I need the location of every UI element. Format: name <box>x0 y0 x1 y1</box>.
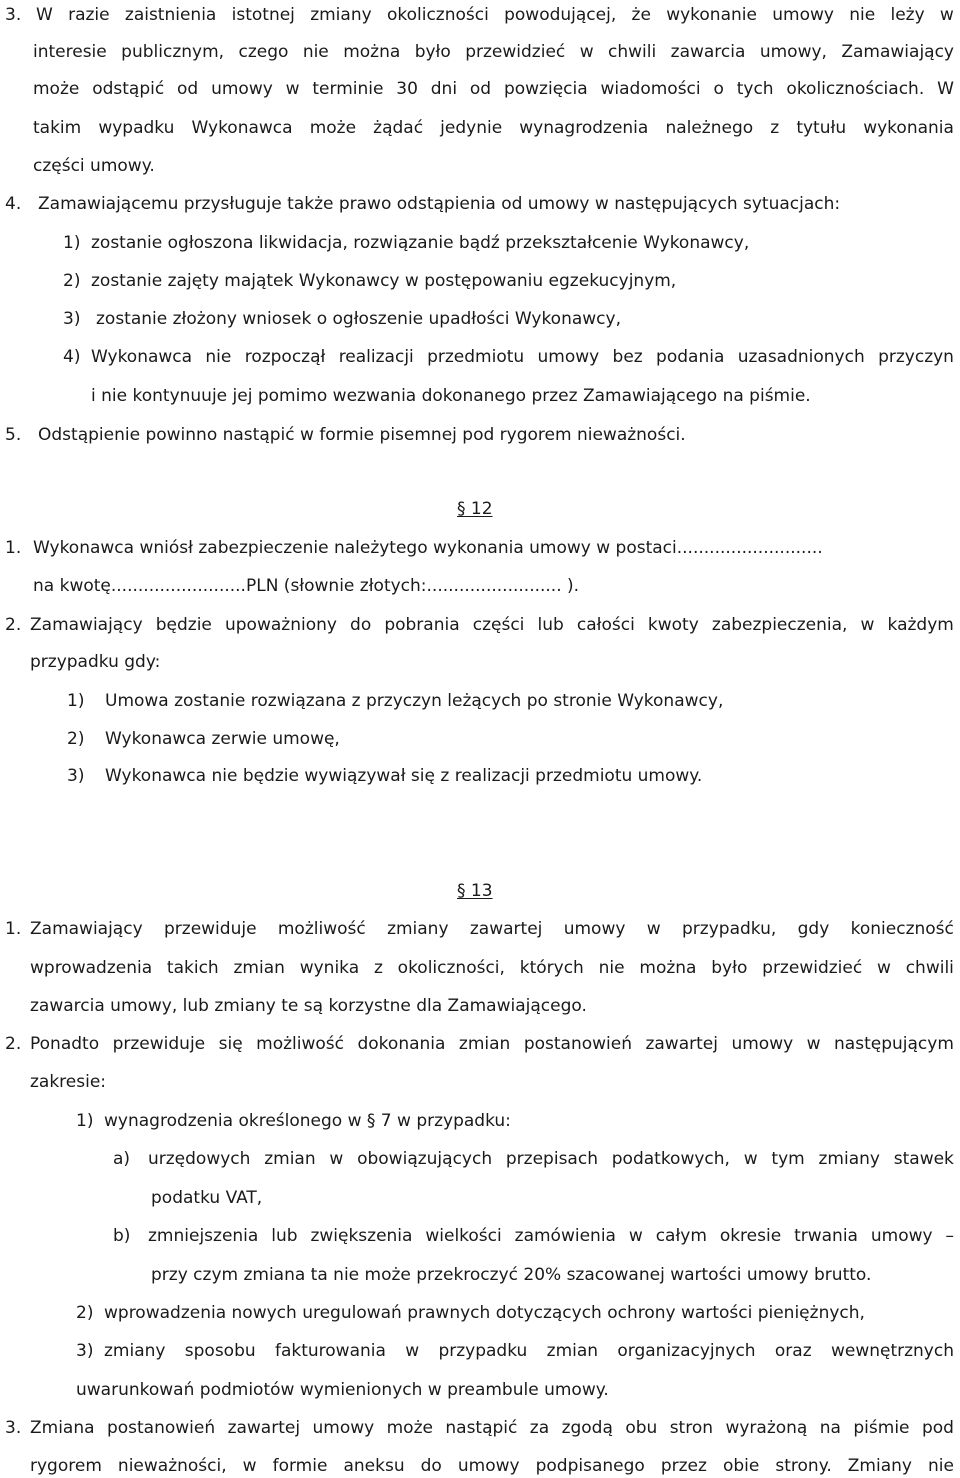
list-item: Wykonawca nie będzie wywiązywał się z realizacji przedmiotu umowy. <box>105 766 703 786</box>
list-item-number: 3) <box>76 1341 94 1361</box>
sub-item-number: a) <box>113 1149 131 1169</box>
paragraph-number: 1. <box>5 919 22 939</box>
list-item-number: 2) <box>63 271 81 291</box>
list-item-number: 3) <box>63 309 81 329</box>
paragraph-line: Zamawiający będzie upoważniony do pobrania części lub całości kwoty zabezpieczenia, w każdym <box>30 615 954 635</box>
paragraph-number: 3. <box>5 1418 22 1438</box>
section-heading: § 13 <box>457 881 493 901</box>
list-item-number: 1) <box>76 1111 94 1131</box>
list-item: wprowadzenia nowych uregulowań prawnych dotyczących ochrony wartości pieniężnych, <box>104 1303 865 1323</box>
paragraph-line: Ponadto przewiduje się możliwość dokonania zmian postanowień zawartej umowy w następującym <box>30 1034 954 1054</box>
paragraph-number: 1. <box>5 538 22 558</box>
paragraph-line: Zamawiającemu przysługuje także prawo odstąpienia od umowy w następujących sytuacjach: <box>38 194 841 214</box>
paragraph-line: może odstąpić od umowy w terminie 30 dni od powzięcia wiadomości o tych okolicznościach. W <box>33 79 954 99</box>
paragraph-line: Zmiana postanowień zawartej umowy może nastąpić za zgodą obu stron wyrażoną na piśmie pod <box>30 1418 954 1438</box>
paragraph-line: części umowy. <box>33 156 155 176</box>
paragraph-line: W razie zaistnienia istotnej zmiany okoliczności powodującej, że wykonanie umowy nie leży w <box>36 5 954 25</box>
list-item-continuation: uwarunkowań podmiotów wymienionych w preambule umowy. <box>76 1380 609 1400</box>
paragraph-line: zawarcia umowy, lub zmiany te są korzystne dla Zamawiającego. <box>30 996 587 1016</box>
paragraph-number: 4. <box>5 194 22 214</box>
list-item: Umowa zostanie rozwiązana z przyczyn leżących po stronie Wykonawcy, <box>105 691 724 711</box>
list-item-number: 1) <box>67 691 85 711</box>
paragraph-line: Zamawiający przewiduje możliwość zmiany zawartej umowy w przypadku, gdy konieczność <box>30 919 954 939</box>
sub-item-number: b) <box>113 1226 131 1246</box>
paragraph-line: przypadku gdy: <box>30 652 161 672</box>
list-item: zostanie złożony wniosek o ogłoszenie upadłości Wykonawcy, <box>96 309 621 329</box>
sub-item: zmniejszenia lub zwiększenia wielkości zamówienia w całym okresie trwania umowy – <box>148 1226 954 1246</box>
list-item: zostanie ogłoszona likwidacja, rozwiązanie bądź przekształcenie Wykonawcy, <box>91 233 750 253</box>
sub-item: urzędowych zmian w obowiązujących przepisach podatkowych, w tym zmiany stawek <box>148 1149 954 1169</box>
paragraph-number: 2. <box>5 1034 22 1054</box>
section-heading: § 12 <box>457 499 493 519</box>
list-item-number: 1) <box>63 233 81 253</box>
paragraph-line: Odstąpienie powinno nastąpić w formie pisemnej pod rygorem nieważności. <box>38 425 686 445</box>
list-item-number: 3) <box>67 766 85 786</box>
list-item-continuation: i nie kontynuuje jej pomimo wezwania dokonanego przez Zamawiającego na piśmie. <box>91 386 811 406</box>
list-item-number: 2) <box>67 729 85 749</box>
sub-item-continuation: podatku VAT, <box>151 1188 263 1208</box>
paragraph-number: 5. <box>5 425 22 445</box>
list-item: Wykonawca zerwie umowę, <box>105 729 340 749</box>
paragraph-number: 2. <box>5 615 22 635</box>
list-item: Wykonawca nie rozpoczął realizacji przedmiotu umowy bez podania uzasadnionych przyczyn <box>91 347 954 367</box>
sub-item-continuation: przy czym zmiana ta nie może przekroczyć 20% szacowanej wartości umowy brutto. <box>151 1265 872 1285</box>
paragraph-line: zakresie: <box>30 1072 107 1092</box>
list-item-number: 4) <box>63 347 81 367</box>
list-item: wynagrodzenia określonego w § 7 w przypadku: <box>104 1111 511 1131</box>
paragraph-line: takim wypadku Wykonawca może żądać jedynie wynagrodzenia należnego z tytułu wykonania <box>33 118 954 138</box>
paragraph-line: rygorem nieważności, w formie aneksu do umowy podpisanego przez obie strony. Zmiany nie <box>30 1456 954 1476</box>
list-item: zmiany sposobu fakturowania w przypadku zmian organizacyjnych oraz wewnętrznych <box>104 1341 954 1361</box>
list-item: zostanie zajęty majątek Wykonawcy w postępowaniu egzekucyjnym, <box>91 271 677 291</box>
paragraph-line: Wykonawca wniósł zabezpieczenie należytego wykonania umowy w postaci........................... <box>33 538 823 558</box>
list-item-number: 2) <box>76 1303 94 1323</box>
paragraph-line: na kwotę.........................PLN (słownie złotych:......................... ). <box>33 576 580 596</box>
paragraph-line: wprowadzenia takich zmian wynika z okoliczności, których nie można było przewidzieć w chwili <box>30 958 954 978</box>
paragraph-line: interesie publicznym, czego nie można było przewidzieć w chwili zawarcia umowy, Zamawiający <box>33 42 954 62</box>
paragraph-number: 3. <box>5 5 22 25</box>
